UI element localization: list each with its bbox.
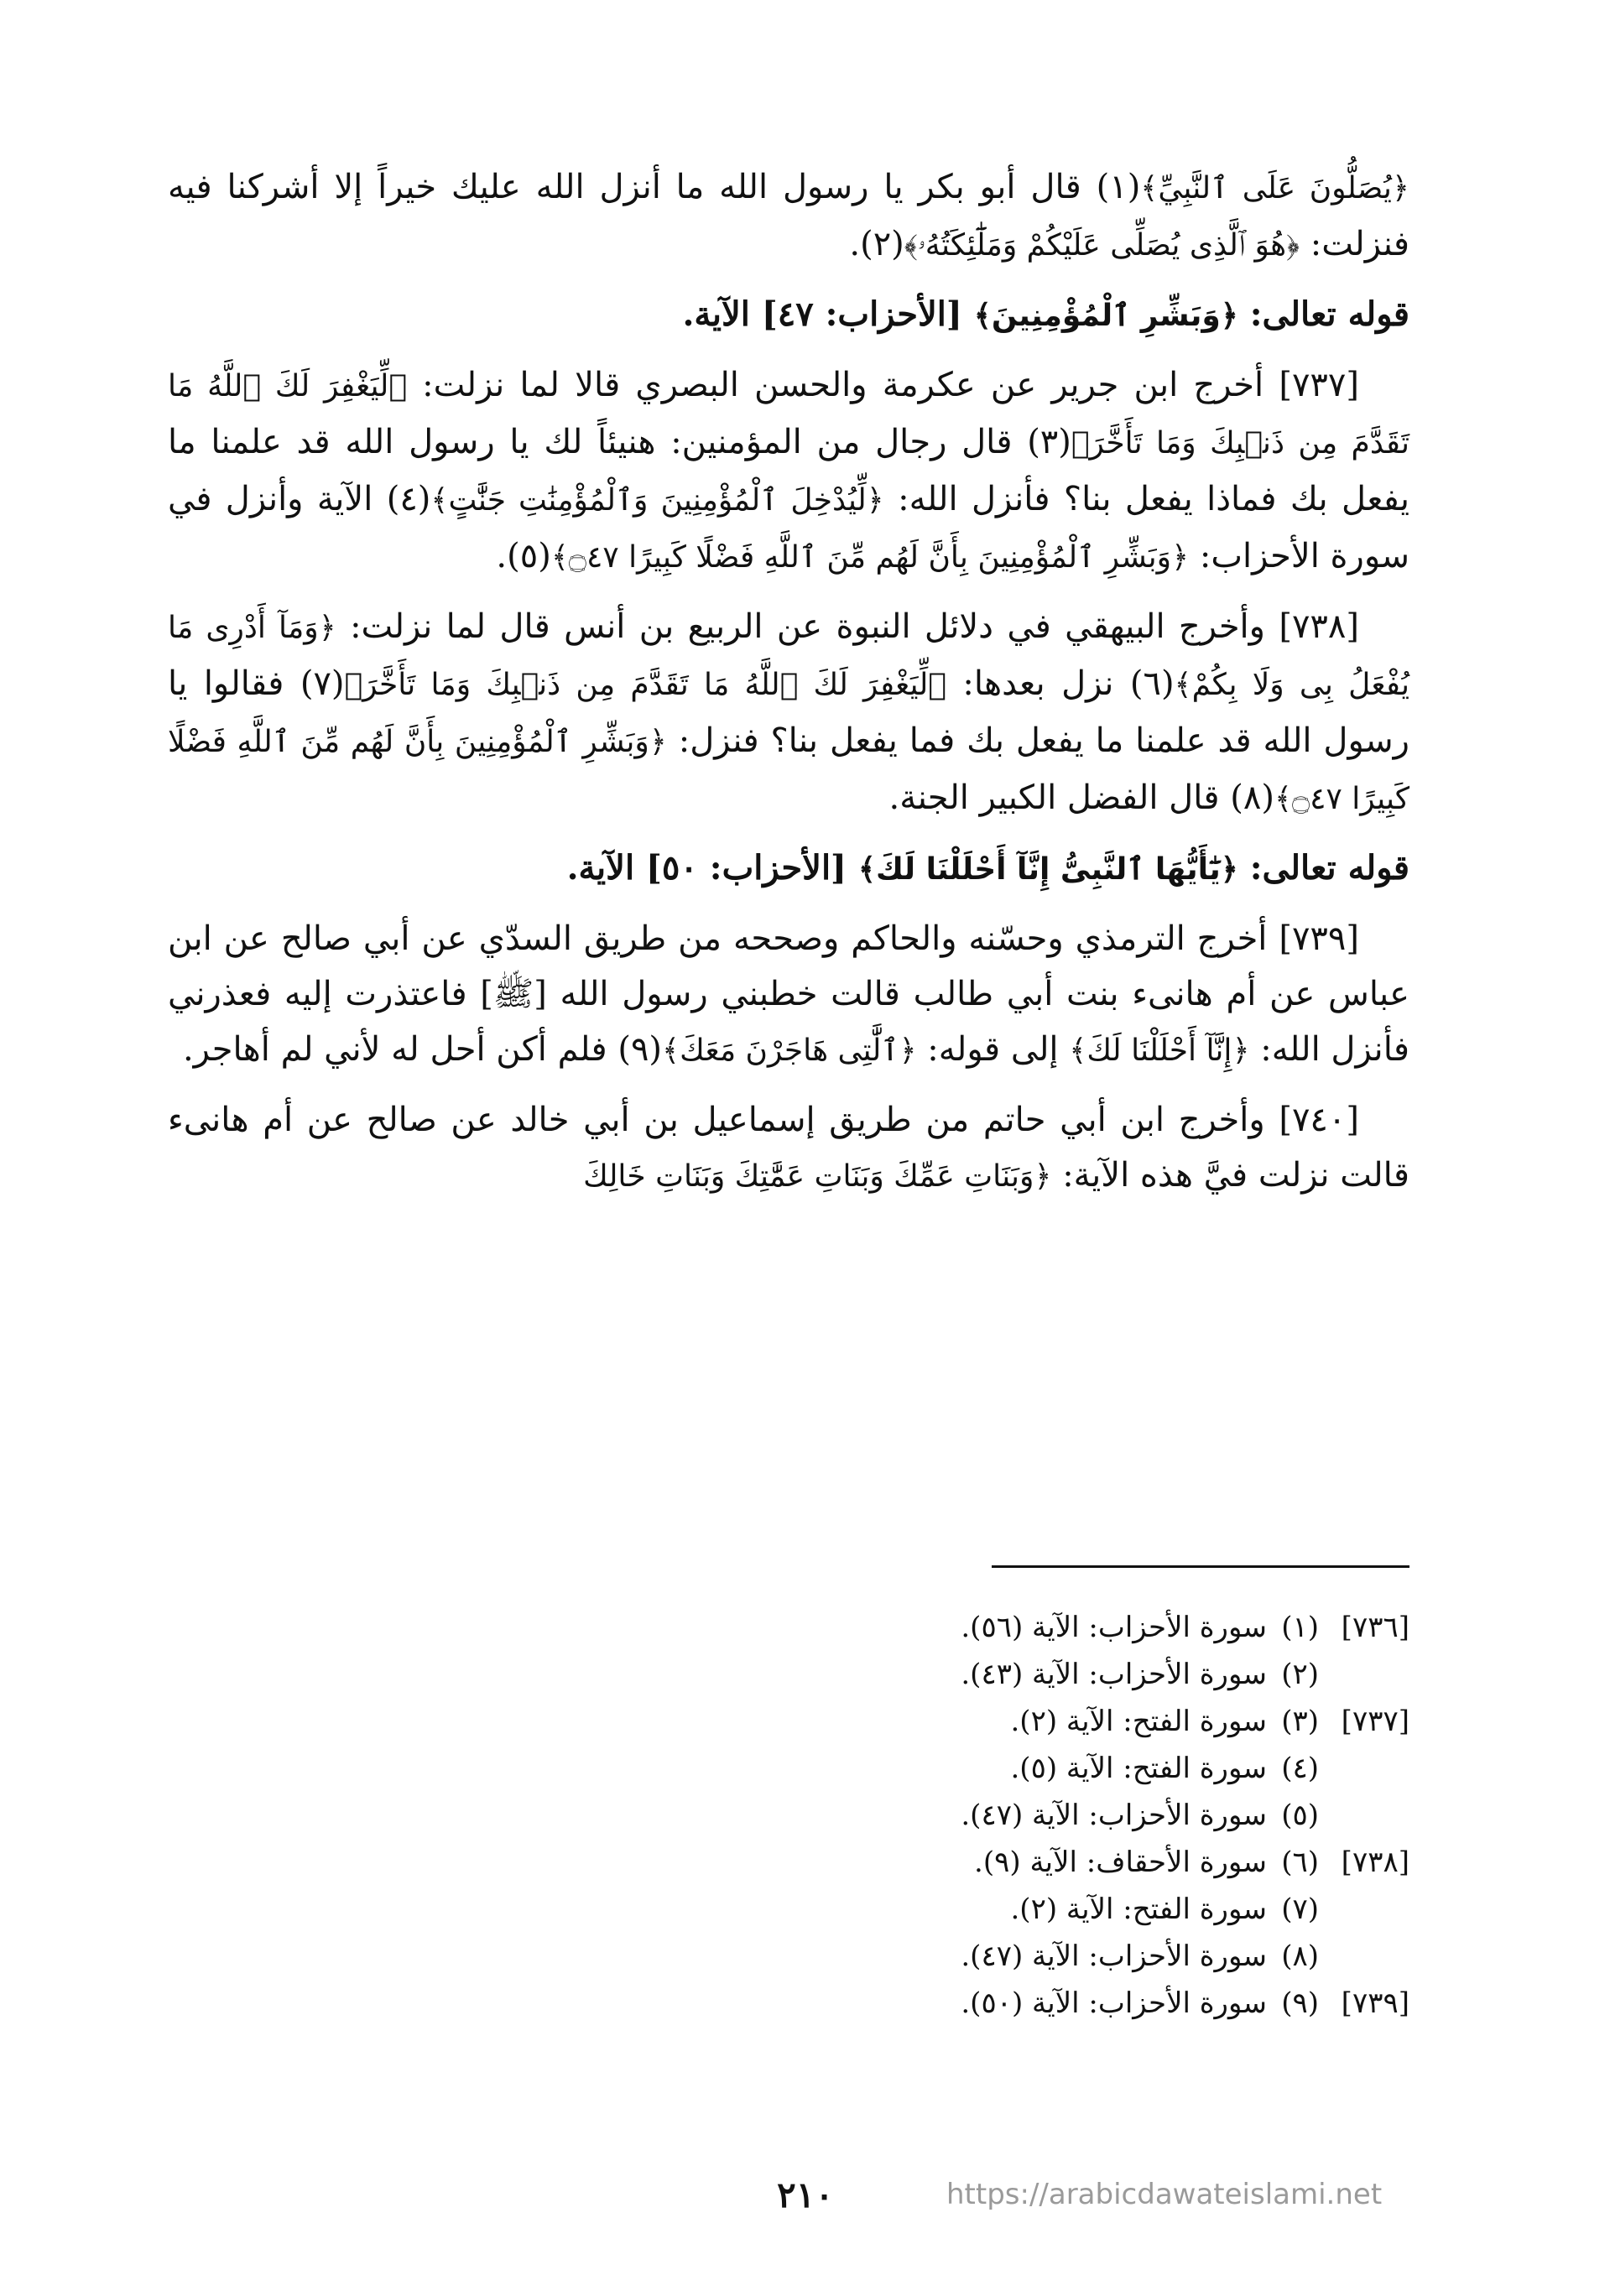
quran-quote: ﴿يَٰٓأَيُّهَا ٱلنَّبِىُّ إِنَّآ أَحْلَلْنَا لَكَ﴾ xyxy=(857,852,1238,887)
text-run: [٧٤٠] وأخرج ابن أبي حاتم من طريق إسماعيل بن أبي خالد عن صالح عن أم هانىء قالت نزلت فيَّ هذه الآية: xyxy=(168,1101,1409,1195)
section-heading xyxy=(168,287,1409,344)
footnote-number: (٦) xyxy=(1281,1846,1319,1879)
footnote-item xyxy=(168,1651,1409,1698)
footnote-item xyxy=(168,1604,1409,1651)
watermark-url: https://arabicdawateislami.net xyxy=(946,2178,1383,2211)
footnote-text: سورة الأحقاف: الآية (٩). xyxy=(974,1846,1267,1879)
footnote-item xyxy=(168,1980,1409,2027)
text-run: (٢). xyxy=(849,225,904,263)
quran-quote: ﴿ٱلَّٰتِى هَاجَرْنَ مَعَكَ﴾ xyxy=(662,1033,917,1068)
page-number: ٢١٠ xyxy=(777,2174,834,2215)
text-run: (٩) فلم أكن أحل له لأني لم أهاجر. xyxy=(182,1030,663,1069)
footnote-text: سورة الأحزاب: الآية (٤٧). xyxy=(961,1799,1267,1832)
footnote-item xyxy=(168,1698,1409,1745)
text-run: إلى قوله: xyxy=(916,1030,1070,1069)
footnote-item xyxy=(168,1792,1409,1839)
text-run: قوله تعالى: xyxy=(1237,294,1409,334)
footnote-number: (١) xyxy=(1281,1611,1319,1644)
quran-quote: ﴿إِنَّآ أَحْلَلْنَا لَكَ﴾ xyxy=(1069,1033,1250,1068)
footnote-text: سورة الأحزاب: الآية (٤٧). xyxy=(961,1939,1267,1973)
paragraph xyxy=(168,911,1409,1079)
footnotes-list xyxy=(168,1604,1409,2027)
paragraph xyxy=(168,159,1409,273)
footnote-number: (٨) xyxy=(1281,1939,1319,1973)
quran-quote: ﴿وَبَشِّرِ ٱلْمُؤْمِنِينَ﴾ xyxy=(973,299,1238,333)
footnote-item xyxy=(168,1745,1409,1792)
text-run: (٥). xyxy=(496,537,551,575)
footnote-number: (٩) xyxy=(1281,1986,1319,2020)
footnote-text: سورة الفتح: الآية (٢). xyxy=(1010,1705,1267,1738)
footnote-text: سورة الفتح: الآية (٥). xyxy=(1010,1752,1267,1785)
footnote-text: سورة الأحزاب: الآية (٥٠). xyxy=(961,1986,1267,2020)
footnote-group-ref: [٧٣٨] xyxy=(1341,1846,1409,1879)
quran-quote: ﴿وَبَشِّرِ ٱلْمُؤْمِنِينَ بِأَنَّ لَهُم مِّنَ ٱللَّهِ فَضْلًا كَبِيرًا ۝٤٧﴾ xyxy=(550,540,1190,575)
text-run: [٧٣٨] وأخرج البيهقي في دلائل النبوة عن الربيع بن أنس قال لما نزلت: xyxy=(336,607,1359,646)
text-run: [٧٣٩] أخرج الترمذي وحسّنه والحاكم وصححه من طريق السدّي عن أبي صالح عن ابن عباس عن أم هانىء بنت أبي طالب قالت خطبني رسول الله [ﷺ] فاعتذرت إليه فعذرني فأنزل الله: xyxy=(168,919,1409,1069)
footnote-number: (٣) xyxy=(1281,1705,1319,1738)
quran-quote: ﴿لِّيُدْخِلَ ٱلْمُؤْمِنِينَ وَٱلْمُؤْمِنَٰتِ جَنَّٰتٍ﴾ xyxy=(430,483,884,518)
body-text xyxy=(168,159,1409,1218)
paragraph xyxy=(168,1092,1409,1205)
quran-quote: ﴿وَمَآ أَدْرِى مَا يُفْعَلُ بِى وَلَا بِكُمْ﴾ xyxy=(168,611,1409,702)
quran-quote: ﴿لِّيَغْفِرَ لَكَ ٱللَّهُ مَا تَقَدَّمَ مِن ذَنۢبِكَ وَمَا تَأَخَّرَ﴾ xyxy=(168,369,1409,461)
text-run: [الأحزاب: ٥٠] الآية. xyxy=(566,848,858,888)
footnote-group-ref: [٧٣٧] xyxy=(1341,1705,1409,1738)
text-run: [٧٣٧] أخرج ابن جرير عن عكرمة والحسن البصري قالا لما نزلت: xyxy=(406,366,1359,404)
text-run: (٤) الآية وأنزل في سورة الأحزاب: xyxy=(168,480,1409,575)
footnote-divider xyxy=(992,1565,1409,1568)
paragraph xyxy=(168,599,1409,827)
text-run: (٦) نزل بعدها: xyxy=(946,664,1175,703)
footnote-text: سورة الفتح: الآية (٢). xyxy=(1010,1893,1267,1926)
footnote-text: سورة الأحزاب: الآية (٤٣). xyxy=(961,1658,1267,1691)
text-run: [الأحزاب: ٤٧] الآية. xyxy=(682,294,974,334)
footnote-item xyxy=(168,1886,1409,1933)
text-run: (٨) قال الفضل الكبير الجنة. xyxy=(888,778,1274,817)
footnote-number: (٢) xyxy=(1281,1658,1319,1691)
paragraph xyxy=(168,357,1409,586)
quran-quote: ﴿وَبَنَاتِ عَمِّكَ وَبَنَاتِ عَمَّٰتِكَ وَبَنَاتِ خَالِكَ xyxy=(583,1159,1052,1194)
footnote-group-ref: [٧٣٦] xyxy=(1341,1611,1409,1644)
footnote-item xyxy=(168,1839,1409,1886)
quran-quote: ﴿وَبَشِّرِ ٱلْمُؤْمِنِينَ بِأَنَّ لَهُم مِّنَ ٱللَّهِ فَضْلًا كَبِيرًا ۝٤٧﴾ xyxy=(168,725,1409,816)
footnote-group-ref: [٧٣٩] xyxy=(1341,1986,1409,2020)
footnote-number: (٤) xyxy=(1281,1752,1319,1785)
footnote-number: (٥) xyxy=(1281,1799,1319,1832)
quran-quote: ﴿يُصَلُّونَ عَلَى ٱلنَّبِيِّ﴾ xyxy=(1140,171,1410,206)
footnote-number: (٧) xyxy=(1281,1893,1319,1926)
section-heading xyxy=(168,841,1409,898)
quran-quote: ﴿لِّيَغْفِرَ لَكَ ٱللَّهُ مَا تَقَدَّمَ مِن ذَنۢبِكَ وَمَا تَأَخَّرَ﴾ xyxy=(344,668,946,702)
text-run: قوله تعالى: xyxy=(1237,848,1409,888)
footnote-item xyxy=(168,1933,1409,1980)
footnote-text: سورة الأحزاب: الآية (٥٦). xyxy=(961,1611,1267,1644)
quran-quote: ﴿هُوَ ٱلَّذِى يُصَلِّى عَلَيْكُمْ وَمَلَٰٓئِكَتُهُۥ﴾ xyxy=(904,228,1300,263)
text-run: (١) قال أبو بكر يا رسول الله ما أنزل الله عليك خيراً إلا أشركنا فيه فنزلت: xyxy=(168,168,1409,263)
text-run: (٣) قال رجال من المؤمنين: هنيئاً لك يا رسول الله قد علمنا ما يفعل بك فماذا يفعل بنا؟ فأنزل الله: xyxy=(168,423,1409,518)
text-run: (٧) فقالوا يا رسول الله قد علمنا ما يفعل بك فما يفعل بنا؟ فنزل: xyxy=(168,664,1409,760)
